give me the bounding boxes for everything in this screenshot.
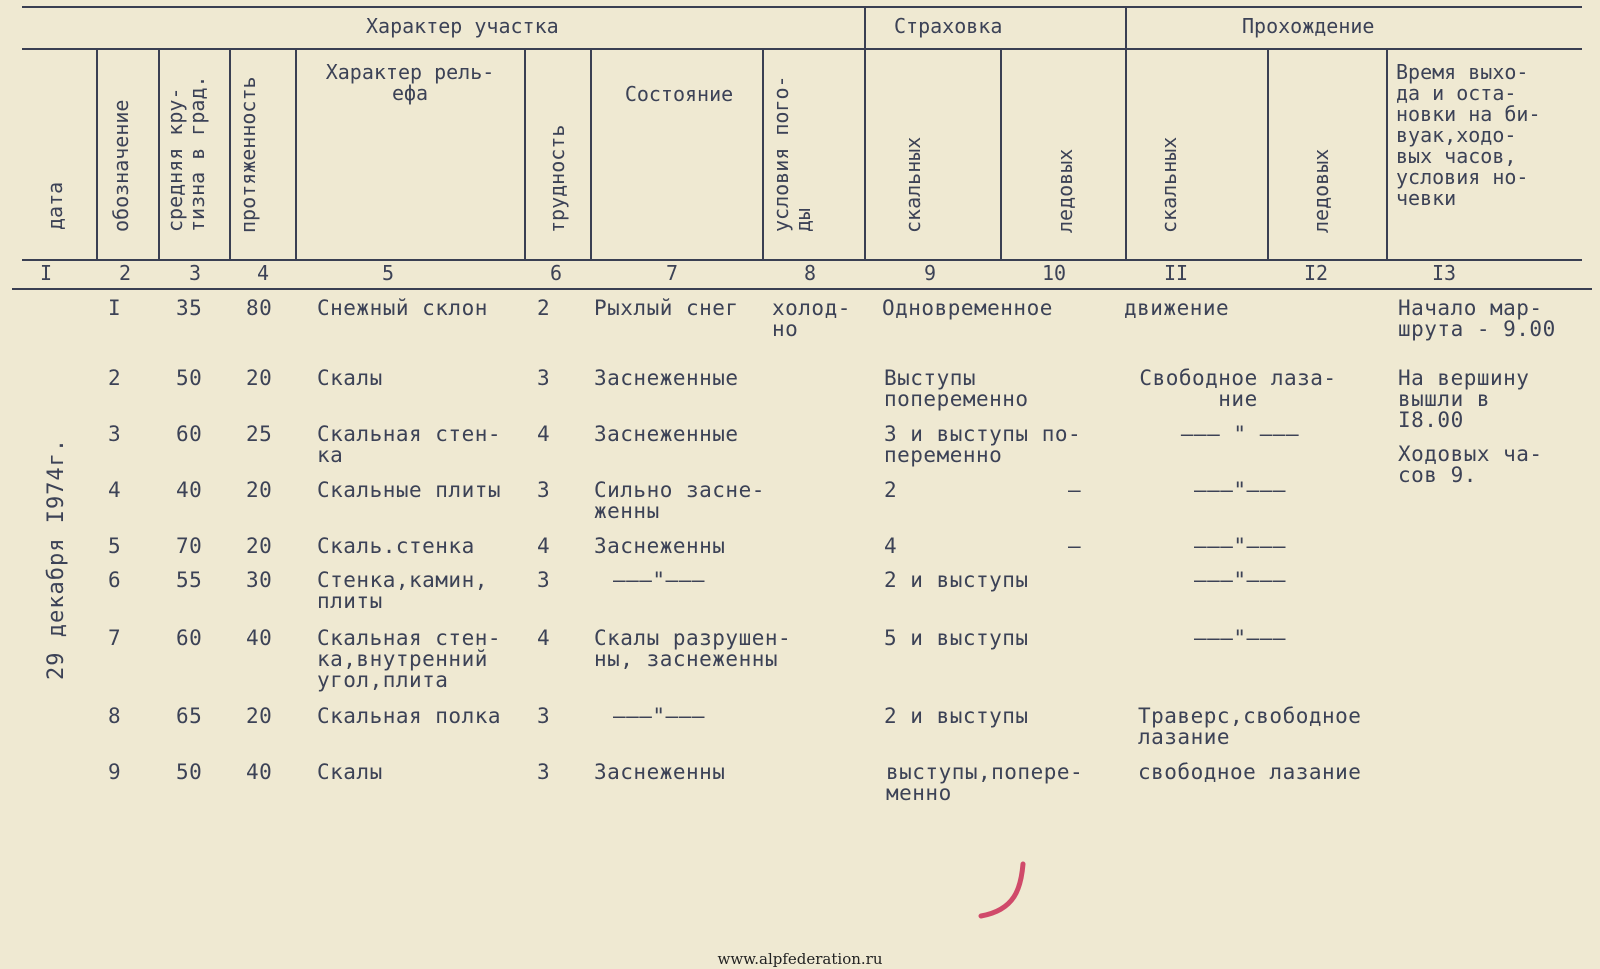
cell-slope: 55 — [176, 568, 203, 592]
time-note: Начало мар- шрута - 9.00 — [1398, 296, 1556, 341]
rule-top — [22, 6, 1582, 8]
cell-belay: 4 — [884, 534, 898, 558]
rule-v — [762, 50, 764, 260]
column-number: I3 — [1431, 261, 1457, 285]
cell-relief: Скальная стен- ка,внутренний угол,плита — [317, 626, 502, 692]
cell-belay-ice: – — [1068, 478, 1082, 502]
rule-v — [96, 50, 98, 260]
date-cell: 29 декабря I974г. — [44, 437, 69, 680]
cell-passage: ———"——— — [1193, 568, 1286, 592]
cell-passage: ———"——— — [1193, 534, 1286, 558]
cell-passage: Свободное лаза- ние — [1139, 366, 1337, 411]
time-note: На вершину вышли в I8.00 — [1398, 366, 1530, 432]
cell-designation: 2 — [108, 366, 122, 390]
column-number: I2 — [1303, 261, 1329, 285]
cell-designation: I — [108, 296, 122, 320]
cell-belay: выступы,попере- менно — [886, 760, 1084, 805]
cell-difficulty: 4 — [537, 534, 551, 558]
cell-designation: 3 — [108, 422, 122, 446]
cell-condition: Заснеженны — [594, 534, 726, 558]
rule-v — [229, 50, 231, 260]
time-note: Ходовых ча- сов 9. — [1398, 442, 1543, 487]
pencil-mark-icon — [975, 858, 1035, 928]
header-belay-ice: ледовых — [1053, 148, 1077, 233]
cell-relief: Скальная полка — [317, 704, 502, 728]
cell-condition: Заснеженны — [594, 760, 726, 784]
rule-group — [22, 48, 1582, 50]
cell-relief: Скальные плиты — [317, 478, 502, 502]
cell-length: 40 — [246, 626, 273, 650]
rule-numbers-bottom — [12, 288, 1592, 290]
rule-v — [524, 50, 526, 260]
header-pass-ice: ледовых — [1309, 148, 1333, 233]
cell-condition: Заснеженные — [594, 422, 739, 446]
cell-difficulty: 3 — [537, 568, 551, 592]
header-date: дата — [43, 181, 67, 230]
cell-designation: 8 — [108, 704, 122, 728]
cell-difficulty: 4 — [537, 422, 551, 446]
cell-designation: 9 — [108, 760, 122, 784]
cell-belay-ice: – — [1068, 534, 1082, 558]
rule-v — [1125, 8, 1127, 260]
cell-relief: Скаль.стенка — [317, 534, 475, 558]
cell-condition: Заснеженные — [594, 366, 739, 390]
rule-v — [590, 50, 592, 260]
cell-slope: 35 — [176, 296, 203, 320]
cell-passage: ———"——— — [1193, 478, 1286, 502]
column-number: I — [39, 261, 53, 285]
header-group-belay: Страховка — [894, 14, 1003, 38]
header-condition: Состояние — [624, 82, 734, 106]
cell-length: 40 — [246, 760, 273, 784]
cell-length: 20 — [246, 478, 273, 502]
cell-passage: свободное лазание — [1138, 760, 1362, 784]
cell-difficulty: 4 — [537, 626, 551, 650]
header-slope: средняя кру- тизна в град. — [163, 75, 209, 232]
cell-weather: холод- но — [772, 296, 851, 341]
cell-condition: Рыхлый снег — [594, 296, 739, 320]
footer-url: www.alpfederation.ru — [717, 950, 883, 968]
header-difficulty: трудность — [545, 124, 569, 233]
cell-designation: 4 — [108, 478, 122, 502]
cell-difficulty: 3 — [537, 704, 551, 728]
column-number: 8 — [803, 261, 817, 285]
cell-difficulty: 3 — [537, 760, 551, 784]
cell-relief: Скалы — [317, 760, 383, 784]
column-number: 6 — [549, 261, 563, 285]
cell-relief: Стенка,камин, плиты — [317, 568, 488, 613]
cell-slope: 50 — [176, 366, 203, 390]
cell-designation: 5 — [108, 534, 122, 558]
column-number: II — [1163, 261, 1189, 285]
cell-slope: 65 — [176, 704, 203, 728]
cell-designation: 7 — [108, 626, 122, 650]
header-relief: Характер рель- ефа — [325, 60, 495, 105]
header-belay-rock: скальных — [901, 136, 925, 233]
cell-passage: ———"——— — [1193, 626, 1286, 650]
cell-length: 25 — [246, 422, 273, 446]
cell-relief: Скалы — [317, 366, 383, 390]
column-number: 5 — [381, 261, 395, 285]
cell-slope: 70 — [176, 534, 203, 558]
header-pass-rock: скальных — [1157, 136, 1181, 233]
rule-v — [158, 50, 160, 260]
cell-passage: ——— " ——— — [1180, 422, 1300, 446]
cell-belay: 5 и выступы — [884, 626, 1029, 650]
cell-length: 80 — [246, 296, 273, 320]
cell-passage: Траверс,свободное лазание — [1138, 704, 1362, 749]
cell-slope: 60 — [176, 422, 203, 446]
column-number: 10 — [1041, 261, 1067, 285]
cell-difficulty: 3 — [537, 366, 551, 390]
cell-designation: 6 — [108, 568, 122, 592]
cell-belay: Выступы попеременно — [884, 366, 1029, 411]
cell-relief: Скальная стен- ка — [317, 422, 502, 467]
header-weather: условия пого- ды — [769, 75, 815, 232]
cell-belay: 2 и выступы — [884, 704, 1029, 728]
column-number: 3 — [188, 261, 202, 285]
header-group-passage: Прохождение — [1242, 14, 1375, 38]
header-length: протяженность — [236, 76, 260, 233]
column-number: 9 — [923, 261, 937, 285]
rule-v — [864, 8, 866, 260]
column-number: 4 — [256, 261, 270, 285]
cell-difficulty: 3 — [537, 478, 551, 502]
header-designation: обозначение — [109, 99, 133, 232]
cell-condition: ———"——— — [612, 568, 705, 592]
header-time: Время выхо- да и оста- новки на би- вуак,ходо- вых часов, условия но- чевки — [1396, 60, 1541, 210]
cell-condition: Сильно засне- женны — [594, 478, 765, 523]
header-group-section: Характер участка — [366, 14, 559, 38]
cell-slope: 50 — [176, 760, 203, 784]
cell-slope: 40 — [176, 478, 203, 502]
rule-v — [1267, 50, 1269, 260]
rule-v — [295, 50, 297, 260]
cell-belay: 2 и выступы — [884, 568, 1029, 592]
cell-condition: ———"——— — [612, 704, 705, 728]
cell-belay: Одновременное — [882, 296, 1053, 320]
cell-length: 20 — [246, 366, 273, 390]
cell-condition: Скалы разрушен- ны, заснеженны — [594, 626, 792, 671]
cell-length: 20 — [246, 704, 273, 728]
cell-difficulty: 2 — [537, 296, 551, 320]
cell-belay: 2 — [884, 478, 898, 502]
cell-belay: 3 и выступы по- переменно — [884, 422, 1082, 467]
cell-length: 20 — [246, 534, 273, 558]
column-number: 7 — [665, 261, 679, 285]
cell-length: 30 — [246, 568, 273, 592]
cell-slope: 60 — [176, 626, 203, 650]
cell-relief: Снежный склон — [317, 296, 488, 320]
rule-v — [1386, 50, 1388, 260]
column-number: 2 — [118, 261, 132, 285]
cell-passage: движение — [1124, 296, 1230, 320]
rule-v — [1000, 50, 1002, 260]
